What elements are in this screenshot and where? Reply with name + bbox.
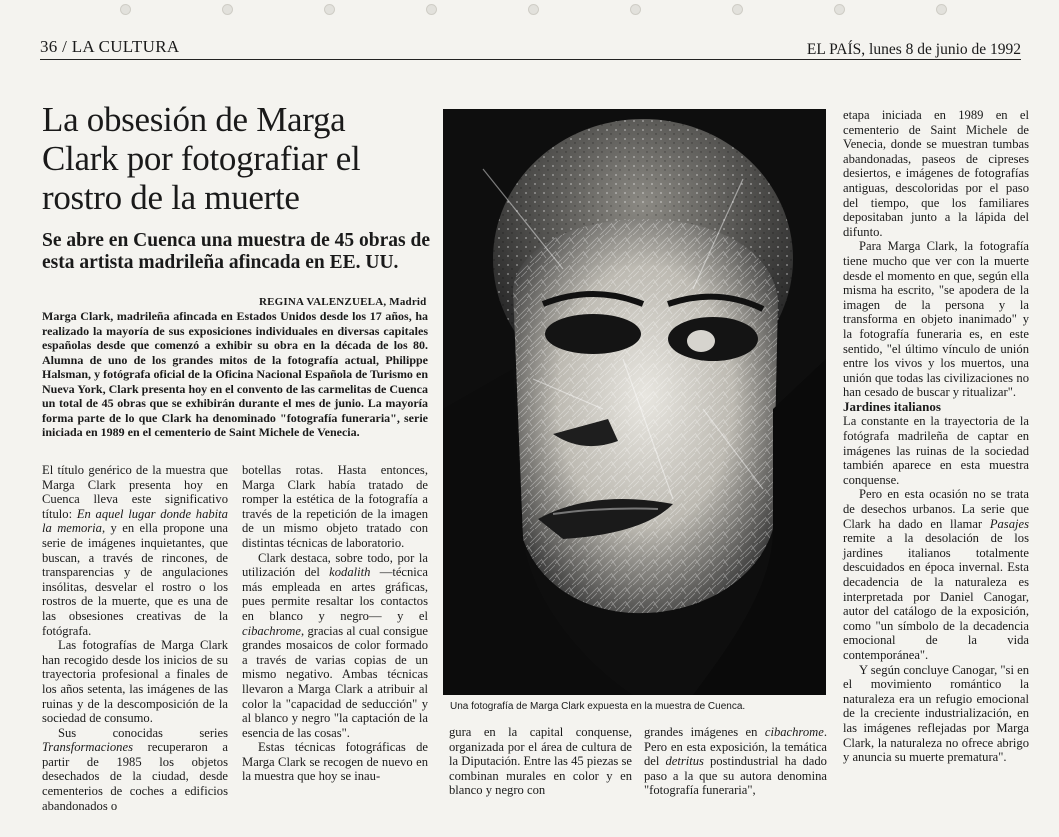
- masthead-date: EL PAÍS, lunes 8 de junio de 1992: [806, 41, 1021, 58]
- photo-caption: Una fotografía de Marga Clark expuesta en la muestra de Cuenca.: [450, 701, 746, 712]
- paragraph: Clark destaca, sobre todo, por la utilización del kodalith —técnica más empleada en artes gráficas, pues permite resaltar los contactos en blanco y negro— y el cibachrome, gracias al cual consigue grandes mosaicos de color formado a través de varias copias de un mismo negativo. Ambas técnicas llevaron a Marga Clark a atribuir al color la "capacidad de seducción" y al blanco y negro "la captación de la esencia de las cosas".: [242, 550, 428, 740]
- portrait-image: [443, 109, 826, 695]
- paragraph: Pero en esta ocasión no se trata de desechos urbanos. La serie que Clark ha dado en llamar Pasajes remite a la desolación de los jardines italianos totalmente descuidados en época invernal. Esta decadencia de la naturaleza es interpretada por Daniel Canogar, autor del catálogo de la exposición, como "un símbolo de la decadencia emocional de la vida contemporánea".: [843, 487, 1029, 662]
- column-3: [449, 725, 632, 798]
- section-label: 36 / LA CULTURA: [40, 37, 180, 56]
- column-2: [242, 463, 428, 784]
- column-5: [843, 108, 1029, 765]
- paragraph: gura en la capital conquense, organizada por el área de cultura de la Diputación. Entre las 45 piezas se combinan murales en color y en blanco y negro con: [449, 725, 632, 798]
- binder-hole: [222, 4, 233, 15]
- byline: REGINA VALENZUELA, Madrid: [259, 296, 427, 308]
- paragraph: botellas rotas. Hasta entonces, Marga Clark había tratado de romper la estética de la fotografía a través de la repetición de la imagen de un mismo objeto tratado con distintas técnicas de laboratorio.: [242, 463, 428, 550]
- paragraph: Para Marga Clark, la fotografía tiene mucho que ver con la muerte desde el momento en que, según ella misma ha escrito, "se apodera de la imagen de la persona y la transforma en objeto inanimado" y la fotografía funeraria es, en este sentido, "el último vínculo de unión entre los vivos y los muertos, una unión que todas las civilizaciones no han cesado de buscar y ritualizar".: [843, 239, 1029, 400]
- header-rule: [40, 59, 1021, 60]
- binder-hole: [936, 4, 947, 15]
- paragraph: etapa iniciada en 1989 en el cementerio de Saint Michele de Venecia, donde se muestran tumbas abandonadas, paseos de cipreses desiertos, e imágenes de fotografías antiguas, descoloridas por el paso del tiempo, que los familiares depositaban junto a la lápida del difunto.: [843, 108, 1029, 239]
- portrait-photo: [443, 109, 826, 695]
- paragraph: Y según concluye Canogar, "si en el movimiento romántico la naturaleza era un refugio emocional de la creciente industrialización, en las imágenes reflejadas por Marga Clark, la naturaleza no ofrece abrigo y anuncia su muerte prematura".: [843, 662, 1029, 765]
- paragraph: Las fotografías de Marga Clark han recogido desde los inicios de su trayectoria profesional a finales de los años setenta, las imágenes de las ruinas y de la descomposición de la sociedad de consumo.: [42, 638, 228, 726]
- section-subhead: Jardines italianos: [843, 398, 941, 414]
- binder-hole: [630, 4, 641, 15]
- headline: La obsesión de Marga Clark por fotografiar el rostro de la muerte: [42, 100, 361, 217]
- binder-hole: [732, 4, 743, 15]
- paragraph: Estas técnicas fotográficas de Marga Clark se recogen de nuevo en la muestra que hoy se inau-: [242, 740, 428, 784]
- lead-paragraph: Marga Clark, madrileña afincada en Estados Unidos desde los 17 años, ha realizado la mayoría de sus exposiciones individuales en diversas capitales españolas desde que comenzó a exhibir su obra en la década de los 80. Alumna de uno de los grandes mitos de la fotografía actual, Philippe Halsman, y fotógrafa oficial de la Oficina Nacional Española de Turismo en Nueva York, Clark presenta hoy en el convento de las carmelitas de Cuenca un total de 45 obras que se exhibirán durante el mes de junio. La mayoría forma parte de lo que Clark ha denominado "fotografía funeraria", serie iniciada en 1989 en el cementerio de Saint Michele de Venecia.: [42, 309, 428, 439]
- column-1: [42, 463, 228, 813]
- binder-hole: [324, 4, 335, 15]
- paragraph: El título genérico de la muestra que Marga Clark presenta hoy en Cuenca lleva este significativo título: En aquel lugar donde habita la memoria, y en ella propone una serie de imágenes inquietantes, que buscan, a través de rincones, de transparencias y de angulaciones insólitas, desvelar el rostro o los rostros de la muerte, que es una de las obsesiones creativas de la fotógrafa.: [42, 463, 229, 638]
- italic-title: En aquel lugar donde habita la memoria: [42, 506, 228, 536]
- binder-hole: [120, 4, 131, 15]
- binder-hole: [528, 4, 539, 15]
- paragraph: grandes imágenes en cibachrome. Pero en esta exposición, la temática del detritus postindustrial ha dado paso a la que su autora denomina "fotografía funeraria",: [644, 725, 827, 798]
- subheadline: Se abre en Cuenca una muestra de 45 obras de esta artista madrileña afincada en EE. UU.: [42, 230, 431, 273]
- binder-holes: [0, 2, 1059, 16]
- italic-title: Transformaciones: [42, 740, 133, 755]
- column-4: [644, 725, 827, 798]
- binder-hole: [426, 4, 437, 15]
- paragraph: La constante en la trayectoria de la fotógrafa madrileña de captar en imágenes las ruinas de la sociedad también aparece en esta muestra conquense.: [843, 414, 1029, 487]
- paragraph: Sus conocidas series Transformaciones recuperaron a partir de 1985 los objetos desechados de la ciudad, desde cementerios de coches a edificios abandonados o: [42, 725, 228, 813]
- binder-hole: [834, 4, 845, 15]
